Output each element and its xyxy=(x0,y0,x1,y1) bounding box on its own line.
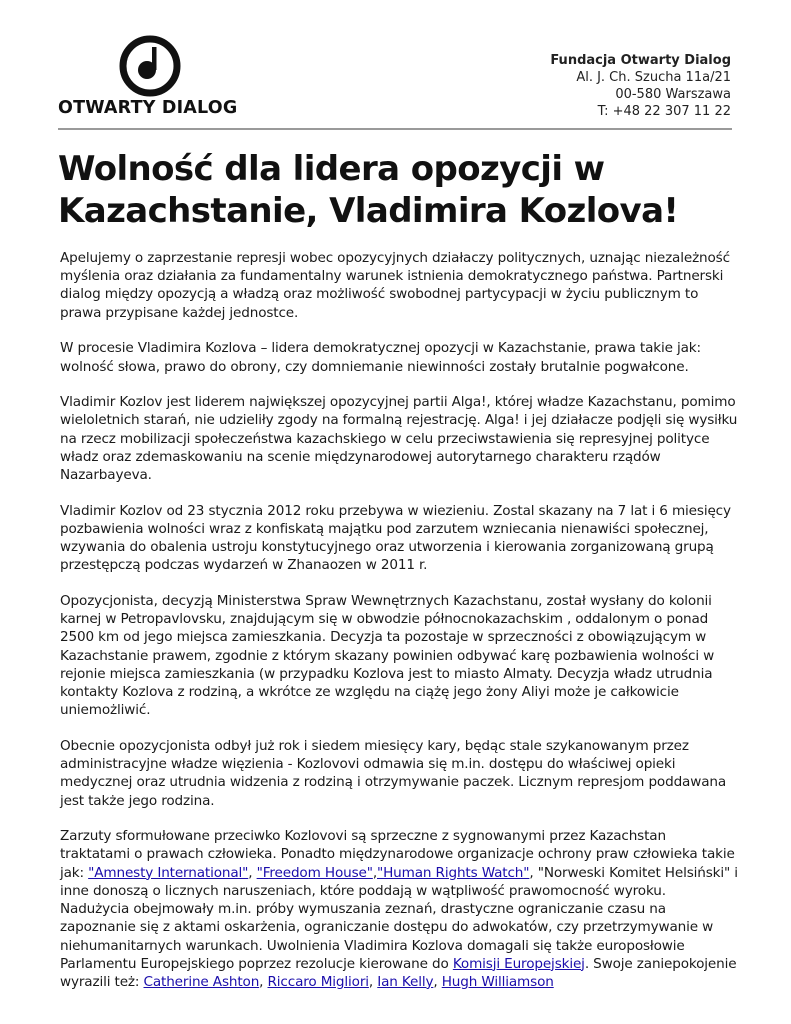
page-title: Wolność dla lidera opozycji w Kazachstanie, Vladimira Kozlova! xyxy=(58,149,679,231)
link-freedom-house[interactable]: "Freedom House" xyxy=(256,864,373,881)
organization-name: Fundacja Otwarty Dialog xyxy=(550,53,731,68)
paragraph: Apelujemy o zaprzestanie represji wobec opozycyjnych działaczy politycznych, uznając niezależność myślenia oraz działania za fundamentalny warunek istnienia demokratycznego państwa. Partnerski dialog między opozycją a władzą oraz możliwość swobodnej partycypacji w życiu publicznym to prawa przypisane każdej jednostce. xyxy=(60,250,730,321)
sender-address xyxy=(550,52,731,120)
link-ian-kelly[interactable]: Ian Kelly xyxy=(377,973,434,990)
text-segment: , xyxy=(368,973,378,990)
text-segment: , xyxy=(372,864,377,881)
text-segment: , xyxy=(433,973,442,990)
text-segment: , xyxy=(248,864,257,881)
link-catherine-ashton[interactable]: Catherine Ashton xyxy=(143,973,260,990)
logo-mark-icon xyxy=(118,34,182,98)
paragraph: Vladimir Kozlov od 23 stycznia 2012 roku przebywa w wiezieniu. Zostal skazany na 7 lat i 6 miesięcy pozbawienia wolności wraz z konfiskatą majątku pod zarzutem wzniecania nienawiści społecznej, wzywania do obalenia ustroju konstytucyjnego oraz utworzenia i kierowania zorganizowaną grupą przestępczą podczas wydarzeń w Zhanaozen w 2011 r. xyxy=(60,502,731,574)
paragraph: W procesie Vladimira Kozlova – lidera demokratycznej opozycji w Kazachstanie, prawa takie jak: wolność słowa, prawo do obrony, czy domniemanie niewinności zostały brutalnie pogwałcone. xyxy=(60,340,701,375)
text-segment: Zarzuty sformułowane przeciwko Kozlovovi są sprzeczne z sygnowanymi przez Kazachstan traktatami o prawach człowieka. Ponadto międzynarodowe organizacje ochrony praw człowieka takie jak: xyxy=(60,828,735,881)
link-komisja-europejska[interactable]: Komisji Europejskiej xyxy=(452,955,585,972)
link-riccaro-migliori[interactable]: Riccaro Migliori xyxy=(267,973,369,990)
paragraph: Vladimir Kozlov jest liderem największej opozycyjnej partii Alga!, której władze Kazachstanu, pomimo wieloletnich starań, nie udzieliły zgody na formalną rejestrację. Alga! i jej działacze podjęli się wysiłku na rzecz mobilizacji społeczeństwa kazachskiego w celu przeciwstawienia się represyjnej polityce władz oraz zdemaskowaniu na scenie międzynarodowej autorytarnego charakteru rządów Nazarbayeva. xyxy=(60,394,738,484)
address-line-2: 00-580 Warszawa xyxy=(615,87,731,102)
article-body xyxy=(60,249,738,1009)
paragraph: Opozycjonista, decyzją Ministerstwa Spraw Wewnętrznych Kazachstanu, został wysłany do kolonii karnej w Petropavlovsku, znajdującym się w obwodzie północnokazachskim , oddalonym o ponad 2500 km od jego miejsca zamieszkania. Decyzja ta pozostaje w sprzeczności z obowiązującym w Kazachstanie prawem, zgodnie z którym skazany powinien odbywać karę pozbawienia wolności w rejonie miejsca zamieszkania (w przypadku Kozlova jest to miasto Almaty. Decyzja władz utrudnia kontakty Kozlova z rodziną, a wkrótce ze względu na ciążę jego żony Aliyi może je całkowicie uniemożliwić. xyxy=(60,593,715,719)
address-line-1: Al. J. Ch. Szucha 11a/21 xyxy=(576,70,731,85)
paragraph: Obecnie opozycjonista odbył już rok i siedem miesięcy kary, będąc stale szykanowanym przez administracyjne władze więzienia - Kozlovovi odmawia się m.in. dostępu do właściwej opieki medycznej oraz utrudnia widzenia z rodziną i otrzymywanie paczek. Licznym represjom poddawana jest także jego rodzina. xyxy=(60,737,727,809)
logo-text: OTWARTY DIALOG xyxy=(58,98,238,118)
text-segment: . Swoje zaniepokojenie wyrazili też: xyxy=(60,955,737,990)
paragraph-with-links xyxy=(60,827,738,991)
header-divider xyxy=(58,128,732,130)
phone-number: T: +48 22 307 11 22 xyxy=(597,104,731,119)
text-segment: , xyxy=(259,973,268,990)
otwarty-dialog-logo xyxy=(58,32,248,122)
link-amnesty-international[interactable]: "Amnesty International" xyxy=(88,864,249,881)
link-human-rights-watch[interactable]: "Human Rights Watch" xyxy=(377,864,530,881)
text-segment: , "Norweski Komitet Helsiński" i inne donoszą o licznych naruszeniach, które poddają w wątpliwość prawomocność wyroku. Nadużycia obejmowały m.in. próby wymuszania zeznań, drastyczne ograniczanie czasu na zapoznanie się z aktami oskarżenia, ograniczanie dostępu do adwokatów, czy przetrzymywanie w niehumanitarnych warunkach. Uwolnienia Vladimira Kozlova domagali się także europosłowie Parlamentu Europejskiego poprzez rezolucje kierowane do xyxy=(60,864,738,972)
link-hugh-williamson[interactable]: Hugh Williamson xyxy=(441,973,554,990)
